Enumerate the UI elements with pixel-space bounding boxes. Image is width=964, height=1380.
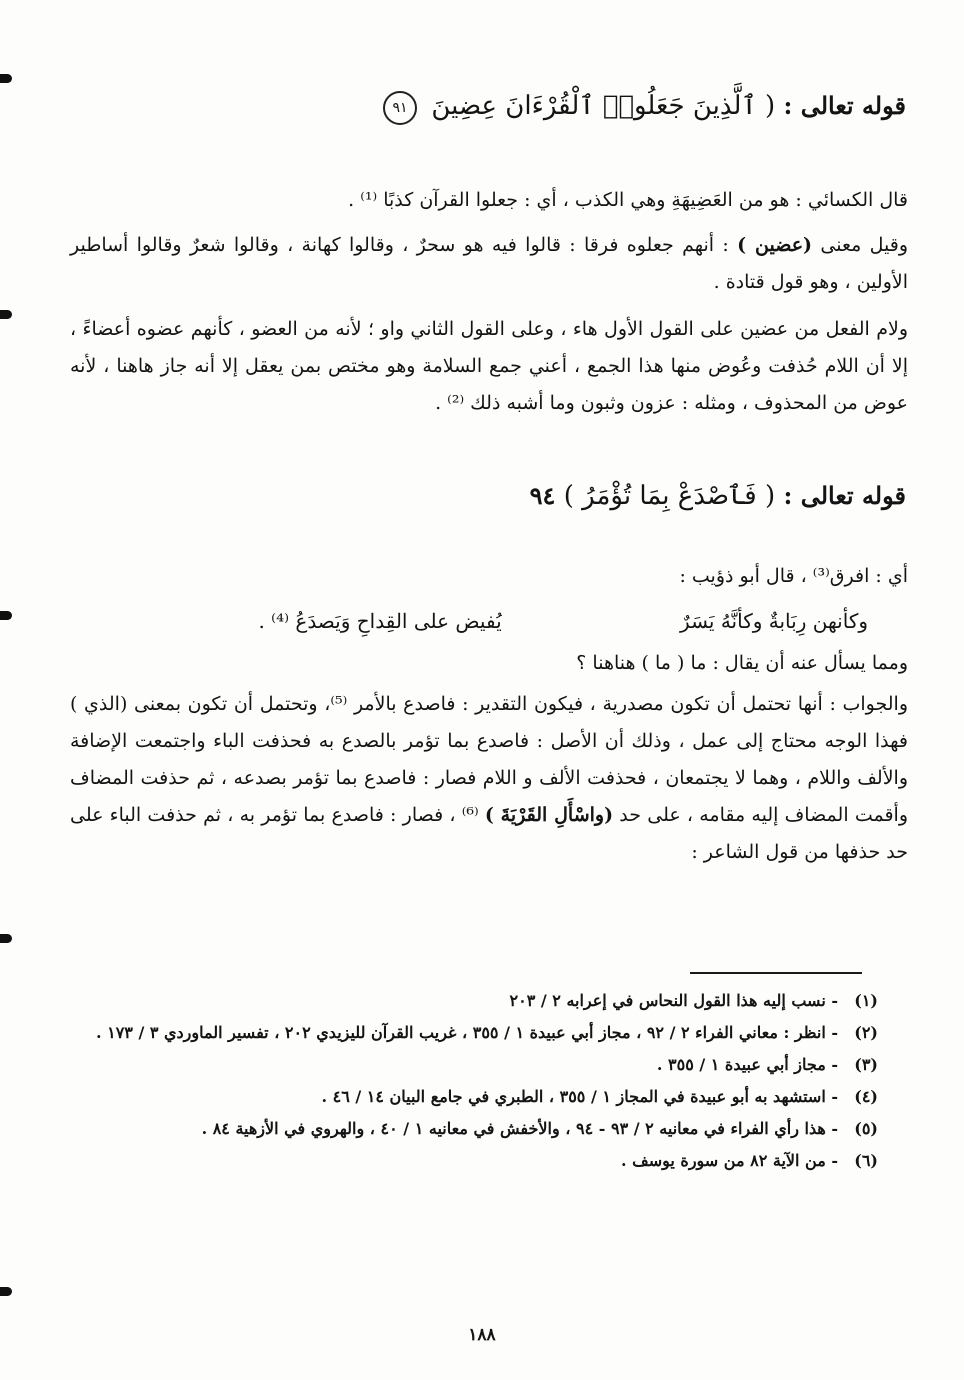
- footnote-text: - استشهد به أبو عبيدة في المجاز ١ / ٣٥٥ ، الطبري في جامع البيان ١٤ / ٤٦ .: [321, 1087, 838, 1106]
- heading-label: قوله تعالى :: [783, 481, 906, 510]
- text-run: ⁽⁶⁾ ، فصار : فاصدع بما تؤمر به ، ثم حذفت الباء على حد حذفها من قول الشاعر :: [70, 804, 908, 863]
- footnote: [90, 986, 878, 1016]
- footnote-text: - هذا رأي الفراء في معانيه ٢ / ٩٣ - ٩٤ ، والأخفش في معانيه ١ / ٤٠ ، والهروي في الأزهية ٨٤ .: [201, 1119, 838, 1138]
- footnote-text: - نسب إليه هذا القول النحاس في إعرابه ٢ / ٢٠٣: [509, 991, 838, 1010]
- paragraph: ولام الفعل من عضين على القول الأول هاء ، وعلى القول الثاني واو ؛ لأنه من العضو ، كأنهم عضوه أعضاءً ، إلا أن اللام حُذفت وعُوض منها هذا الجمع ، أعني جمع السلامة وهو مختص بمن يعقل إلا أنه جاز هاهنا ، لأنه عوض من المحذوف ، ومثله : عزون وثبون وما أشبه ذلك ⁽²⁾ .: [70, 318, 908, 414]
- paragraph: [70, 227, 908, 301]
- scan-mark: [0, 611, 12, 620]
- poem-verse: [70, 601, 868, 641]
- heading-label: قوله تعالى :: [783, 91, 906, 120]
- footnote-number: (٤): [854, 1087, 878, 1106]
- verse-heading: [70, 84, 906, 128]
- poem-hemistich: وكأنهن رِبَابةٌ وكأنَّهُ يَسَرٌ: [680, 609, 868, 633]
- footnote-text: - من الآية ٨٢ من سورة يوسف .: [621, 1151, 838, 1170]
- paragraph: أي : افرق⁽³⁾ ، قال أبو ذؤيب :: [679, 565, 908, 587]
- footnote: [90, 1114, 878, 1144]
- text-run: وقيل معنى: [820, 234, 909, 256]
- scan-mark: [0, 310, 12, 319]
- bold-term: (عضين ): [737, 234, 813, 256]
- footnotes: [90, 986, 878, 1178]
- verse-number-badge: ٩١: [383, 91, 417, 125]
- footnote-number: (٢): [854, 1023, 878, 1042]
- paragraph: ومما يسأل عنه أن يقال : ما ( ما ) هناهنا ؟: [576, 652, 908, 674]
- poem-hemistich: يُفيض على القِداحِ وَيَصدَعُ ⁽⁴⁾ .: [258, 609, 502, 633]
- text-run: : أنهم جعلوه فرقا : قالوا فيه هو سحرٌ ، وقالوا كهانة ، وقالوا شعرٌ وقالوا أساطير الأولين ، وهو قول قتادة .: [70, 234, 908, 293]
- footnote: [90, 1018, 878, 1048]
- bold-term: (واسْأَلِ القَرْيَةَ ): [484, 804, 614, 826]
- footnote-number: (١): [854, 991, 878, 1010]
- text-run: والجواب : أنها تحتمل أن تكون مصدرية ، فيكون التقدير : فاصدع بالأمر ⁽⁵⁾، وتحتمل أن تكون بمعنى (الذي ) فهذا الوجه محتاج إلى عمل ، وذلك أن الأصل : فاصدع بما تؤمر بالصدع به فحذفت الباء واجتمعت الإضافة والألف واللام ، وهما لا يجتمعان ، فحذفت الألف و اللام فصار : فاصدع بما تؤمر بصدعه ، ثم حذفت المضاف وأقمت المضاف إليه مقامه ، على حد: [70, 693, 909, 826]
- footnote-text: - مجاز أبي عبيدة ١ / ٣٥٥ .: [656, 1055, 838, 1074]
- paragraph: قال الكسائي : هو من العَضِيهَةِ وهي الكذب ، أي : جعلوا القرآن كذبًا ⁽¹⁾ .: [348, 189, 908, 211]
- paragraph: [70, 686, 908, 871]
- scan-mark: [0, 1287, 12, 1296]
- footnote: [90, 1050, 878, 1080]
- footnote-text: - انظر : معاني الفراء ٢ / ٩٢ ، مجاز أبي عبيدة ١ / ٣٥٥ ، غريب القرآن لليزيدي ٢٠٢ ، تفسير الماوردي ٣ / ١٧٣ .: [95, 1023, 838, 1042]
- scan-mark: [0, 74, 12, 83]
- quran-verse: ( فَٱصْدَعْ بِمَا تُؤْمَرُ ): [563, 481, 776, 511]
- footnote-number: (٣): [854, 1055, 878, 1074]
- footnote-divider: [690, 972, 862, 974]
- scan-mark: [0, 934, 12, 943]
- footnote: [90, 1082, 878, 1112]
- main-text: [70, 70, 908, 871]
- verse-number: ٩٤: [529, 481, 556, 510]
- quran-verse: ( ٱلَّذِينَ جَعَلُوا۟ ٱلْقُرْءَانَ عِضِينَ: [431, 91, 776, 121]
- footnote: [90, 1146, 878, 1176]
- verse-heading: [70, 474, 906, 518]
- page-number: ١٨٨: [468, 1325, 496, 1345]
- footnote-number: (٥): [854, 1119, 878, 1138]
- footnote-number: (٦): [854, 1151, 878, 1170]
